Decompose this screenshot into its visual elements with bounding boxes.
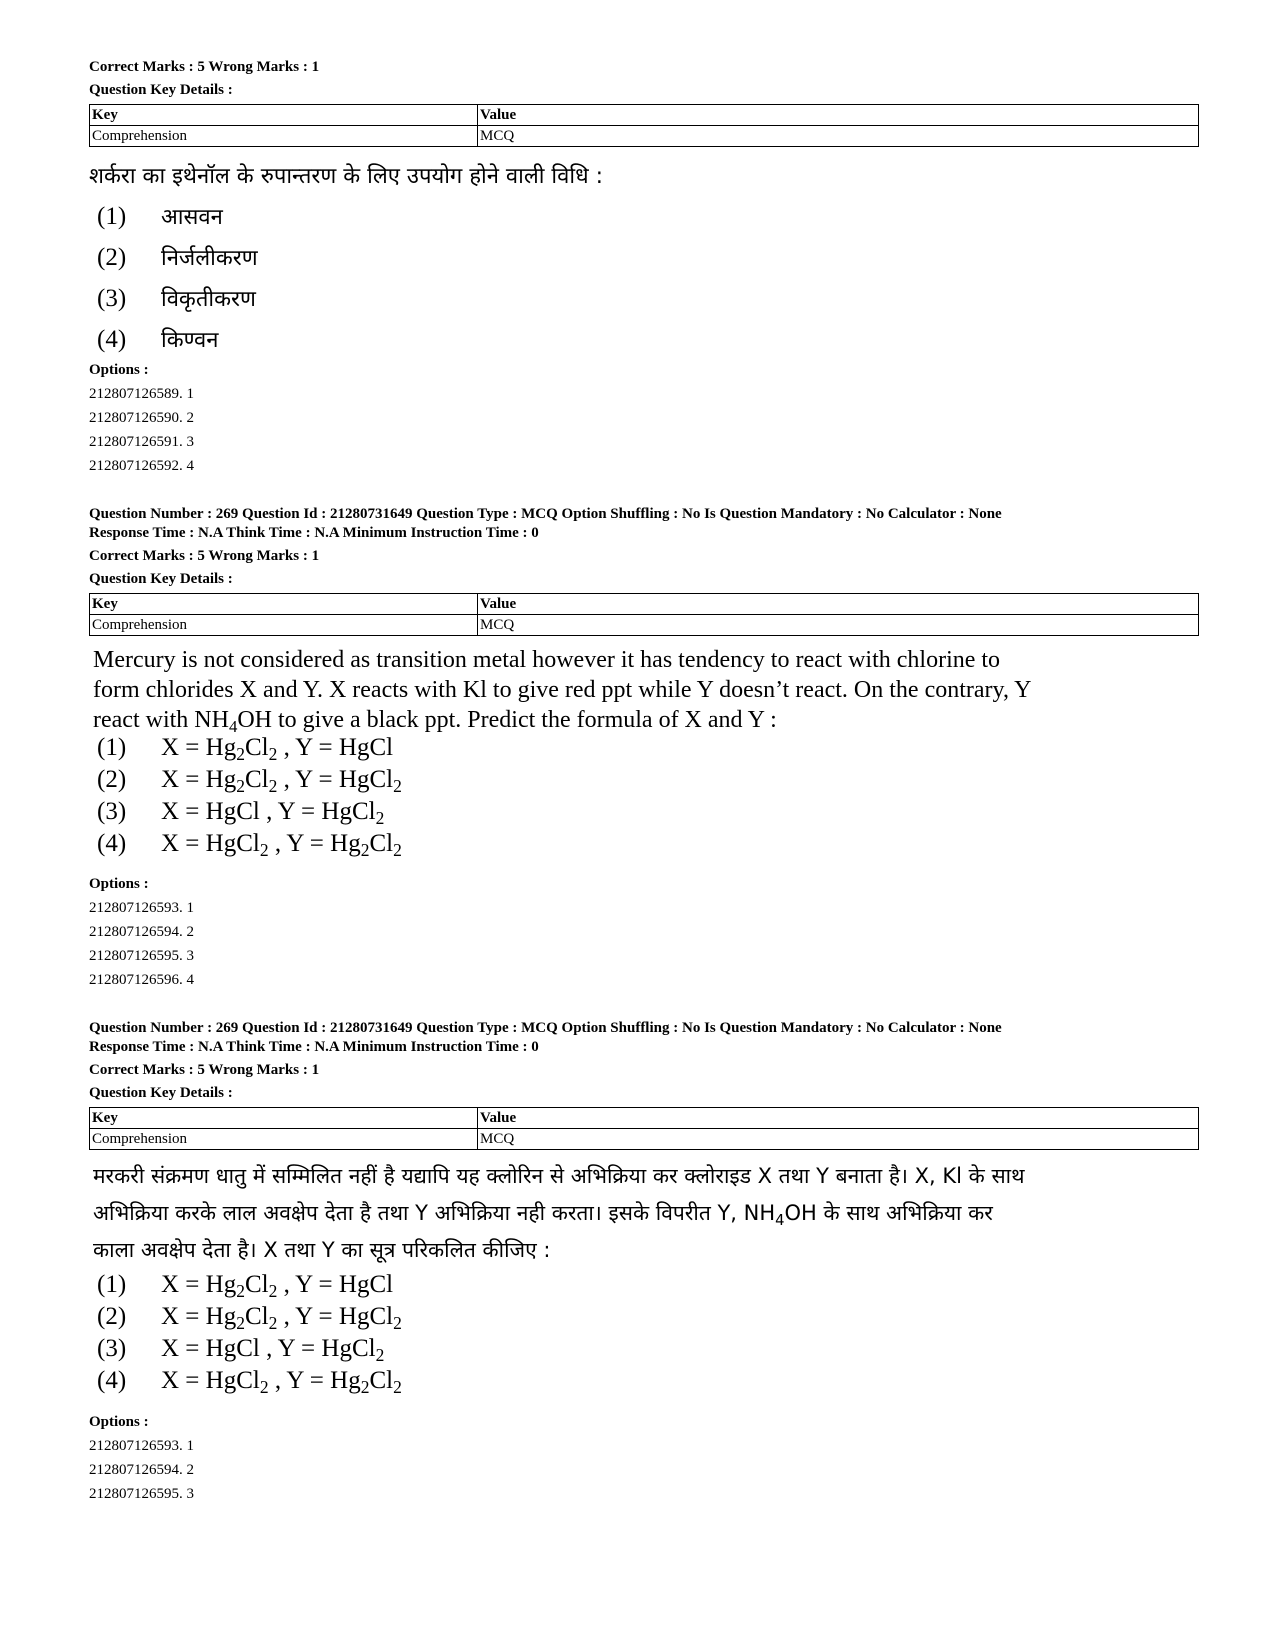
key-table <box>89 1107 1199 1150</box>
option-list <box>89 1269 1199 1397</box>
option-id: 212807126591. 3 <box>89 434 194 450</box>
options-id-list <box>89 872 1199 992</box>
option-id: 212807126594. 2 <box>89 1462 194 1478</box>
value-header: Value <box>478 1108 1199 1129</box>
option-item: (3) X = HgCl , Y = HgCl$_2$ <box>97 798 385 828</box>
option-id: 212807126593. 1 <box>89 900 194 916</box>
question-text: शर्करा का इथेनॉल के रुपान्तरण के लिए उपयोग होने वाली विधि : <box>89 164 603 189</box>
option-item: (4) किण्वन <box>97 326 219 353</box>
value-header: Value <box>478 105 1199 126</box>
key-details-label: Question Key Details : <box>89 82 233 98</box>
options-id-list <box>89 1410 1199 1506</box>
option-item: (1) $X = Hg_2Cl_2$ , Y = HgCl <box>97 1271 394 1301</box>
option-id: 212807126595. 3 <box>89 1486 194 1502</box>
option-item: (3) विकृतीकरण <box>97 285 256 312</box>
option-id: 212807126590. 2 <box>89 410 194 426</box>
option-id: 212807126589. 1 <box>89 386 194 402</box>
key-cell: Comprehension <box>90 615 478 636</box>
options-id-list <box>89 358 1199 478</box>
key-details-label: Question Key Details : <box>89 1085 233 1101</box>
question-text: Mercury is not considered as transition metal however it has tendency to react with chlorine to form chlorides X and Y. X reacts with Kl to give red ppt while Y doesn’t react. On the contrary, Y react with $NH_4OH$ to give a black ppt. Predict the formula of X and Y : <box>93 647 1032 736</box>
options-label: Options : <box>89 876 149 892</box>
key-table <box>89 593 1199 636</box>
marks-line: Correct Marks : 5 Wrong Marks : 1 <box>89 1062 320 1078</box>
value-header: Value <box>478 594 1199 615</box>
value-cell: MCQ <box>478 615 1199 636</box>
option-item: (4) X = HgCl$_2$ , $Y = Hg_2Cl_2$ <box>97 1367 402 1397</box>
value-cell: MCQ <box>478 126 1199 147</box>
key-header: Key <box>90 594 478 615</box>
option-list <box>89 197 1199 361</box>
option-id: 212807126594. 2 <box>89 924 194 940</box>
key-table <box>89 104 1199 147</box>
question-meta-line-2: Response Time : N.A Think Time : N.A Minimum Instruction Time : 0 <box>89 525 539 541</box>
option-id: 212807126592. 4 <box>89 458 194 474</box>
options-label: Options : <box>89 362 149 378</box>
options-label: Options : <box>89 1414 149 1430</box>
option-list <box>89 732 1199 860</box>
question-meta-line-1: Question Number : 269 Question Id : 21280731649 Question Type : MCQ Option Shuffling : No Is Question Mandatory : No Calculator : None <box>89 506 1002 522</box>
key-header: Key <box>90 1108 478 1129</box>
key-details-label: Question Key Details : <box>89 571 233 587</box>
marks-line: Correct Marks : 5 Wrong Marks : 1 <box>89 59 320 75</box>
question-meta-line-1: Question Number : 269 Question Id : 21280731649 Question Type : MCQ Option Shuffling : No Is Question Mandatory : No Calculator : None <box>89 1020 1002 1036</box>
key-cell: Comprehension <box>90 126 478 147</box>
option-item: (2) निर्जलीकरण <box>97 244 258 271</box>
option-id: 212807126595. 3 <box>89 948 194 964</box>
question-text: मरकरी संक्रमण धातु में सम्मिलित नहीं है यद्यापि यह क्लोरिन से अभिक्रिया कर क्लोराइड X तथा Y बनाता है। X, Kl के साथ अभिक्रिया करके लाल अवक्षेप देता है तथा Y अभिक्रिया नही करता। इसके विपरीत Y, $NH_4OH$ के साथ अभिक्रिया कर काला अवक्षेप देता है। X तथा Y का सूत्र परिकलित कीजिए : <box>93 1164 1025 1262</box>
key-header: Key <box>90 105 478 126</box>
question-meta-line-2: Response Time : N.A Think Time : N.A Minimum Instruction Time : 0 <box>89 1039 539 1055</box>
option-item: (2) $X = Hg_2Cl_2$ , Y = HgCl$_2$ <box>97 1303 402 1333</box>
option-id: 212807126593. 1 <box>89 1438 194 1454</box>
marks-line: Correct Marks : 5 Wrong Marks : 1 <box>89 548 320 564</box>
option-item: (1) आसवन <box>97 203 223 230</box>
option-item: (4) X = HgCl$_2$ , $Y = Hg_2Cl_2$ <box>97 830 402 860</box>
option-item: (2) $X = Hg_2Cl_2$ , Y = HgCl$_2$ <box>97 766 402 796</box>
option-id: 212807126596. 4 <box>89 972 194 988</box>
key-cell: Comprehension <box>90 1129 478 1150</box>
option-item: (1) $X = Hg_2Cl_2$ , Y = HgCl <box>97 734 394 764</box>
option-item: (3) X = HgCl , Y = HgCl$_2$ <box>97 1335 385 1365</box>
value-cell: MCQ <box>478 1129 1199 1150</box>
